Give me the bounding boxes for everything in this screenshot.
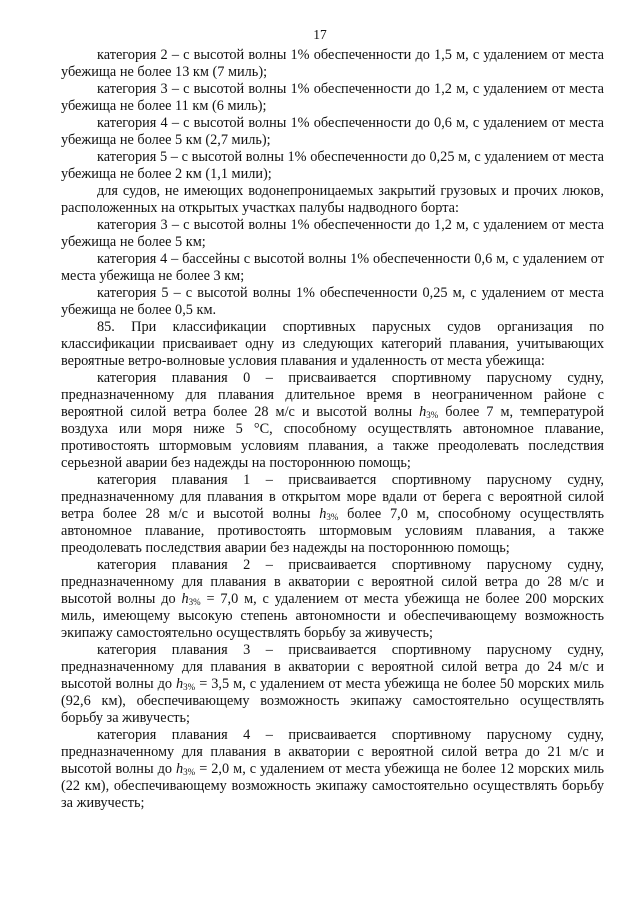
paragraph: категория 2 – с высотой волны 1% обеспеченности до 1,5 м, с удалением от места убежища не более 13 км (7 миль);: [61, 47, 604, 80]
paragraph-category-0: категория плавания 0 – присваивается спортивному парусному судну, предназначенному для плавания длительное время в неограниченном районе с вероятной силой ветра более 28 м/с и высотой волны $h_{3\%}$ более 7 м, температурой воздуха или моря ниже 5 °С, способному осуществлять автономное плавание, противостоять штормовым условиям плавания, а также преодолевать последствия серьезной аварии без надежды на постороннюю помощь;: [61, 370, 604, 471]
paragraph-category-2: категория плавания 2 – присваивается спортивному парусному судну, предназначенному для плавания в акватории с вероятной силой ветра до 28 м/с и высотой волны до $h_{3\%} = 7,0$ м, с удалением от места убежища не более 200 морских миль, имеющему высокую степень автономности и обеспечивающему возможность экипажу самостоятельно осуществлять борьбу за живучесть;: [61, 557, 605, 641]
paragraph: категория 3 – с высотой волны 1% обеспеченности до 1,2 м, с удалением от места убежища не более 5 км;: [61, 217, 604, 250]
paragraph: категория 4 – с высотой волны 1% обеспеченности до 0,6 м, с удалением от места убежища не более 5 км (2,7 миль);: [61, 115, 604, 148]
paragraph: категория 5 – с высотой волны 1% обеспеченности до 0,25 м, с удалением от места убежища не более 2 км (1,1 мили);: [61, 149, 604, 182]
paragraph-category-3: категория плавания 3 – присваивается спортивному парусному судну, предназначенному для плавания в акватории с вероятной силой ветра до 24 м/с и высотой волны до $h_{3\%} = 3,5$ м, с удалением от места убежища не более 50 морских миль (92,6 км), обеспечивающему возможность экипажу самостоятельно осуществлять борьбу за живучесть;: [61, 642, 604, 726]
paragraph-category-1: категория плавания 1 – присваивается спортивному парусному судну, предназначенному для плавания в открытом море вдали от берега с вероятной силой ветра более 28 м/с и высотой волны $h_{3\%}$ более 7,0 м, способному осуществлять автономное плавание, противостоять штормовым условиям плавания, а также преодолевать последствия аварии без надежды на постороннюю помощь;: [61, 472, 604, 556]
body-text: [61, 47, 604, 812]
page-number: 17: [313, 27, 327, 42]
wave-height-symbol: $h_{3\%}$: [419, 404, 439, 420]
paragraph: категория 5 – с высотой волны 1% обеспеченности 0,25 м, с удалением от места убежища не более 0,5 км.: [61, 285, 604, 318]
wave-height-symbol: $h_{3\%}$: [181, 591, 201, 607]
paragraph-category-4: категория плавания 4 – присваивается спортивному парусному судну, предназначенному для плавания в акватории с вероятной силой ветра до 21 м/с и высотой волны до $h_{3\%} = 2,0$ м, с удалением от места убежища не более 12 морских миль (22 км), обеспечивающему возможность экипажу самостоятельно осуществлять борьбу за живучесть;: [61, 727, 604, 811]
wave-height-symbol: $h_{3\%}$: [319, 506, 339, 522]
wave-height-symbol: $h_{3\%}$: [176, 676, 196, 692]
paragraph: категория 3 – с высотой волны 1% обеспеченности до 1,2 м, с удалением от места убежища не более 11 км (6 миль);: [61, 81, 604, 114]
wave-height-symbol: $h_{3\%}$: [176, 761, 196, 777]
paragraph-85: 85. При классификации спортивных парусных судов организация по классификации присваивает одну из следующих категорий плавания, учитывающих вероятные ветро-волновые условия плавания и удаленность от места убежища:: [61, 319, 604, 369]
paragraph: для судов, не имеющих водонепроницаемых закрытий грузовых и прочих люков, расположенных на открытых участках палубы надводного борта:: [61, 183, 604, 216]
paragraph: категория 4 – бассейны с высотой волны 1% обеспеченности 0,6 м, с удалением от места убежища не более 3 км;: [61, 251, 604, 284]
